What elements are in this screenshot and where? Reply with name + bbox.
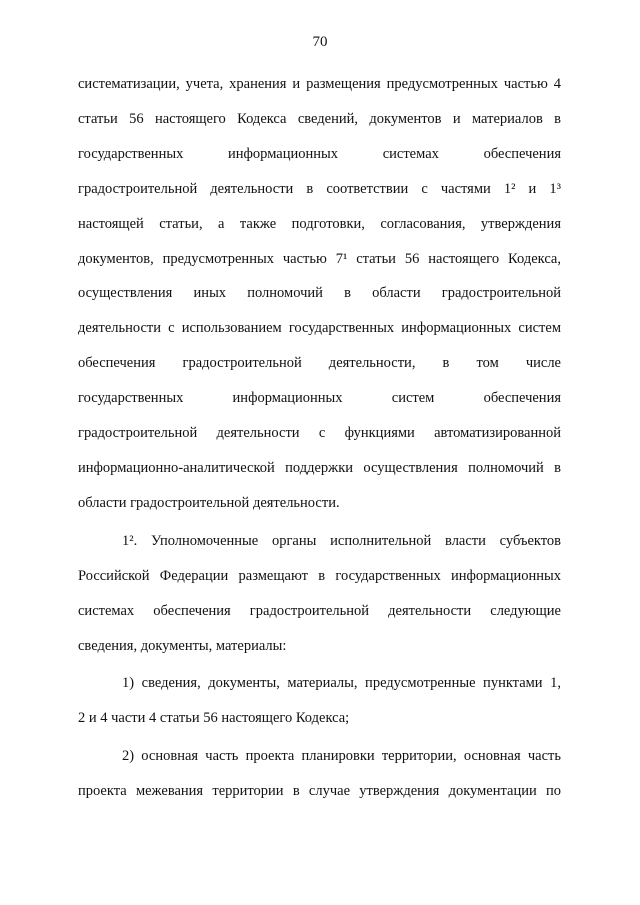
- text-line: государственных информационных систем обеспечения: [78, 390, 561, 407]
- text-line: систематизации, учета, хранения и размещения предусмотренных частью 4: [78, 76, 561, 92]
- text-line: 1². Уполномоченные органы исполнительной власти субъектов: [122, 532, 561, 549]
- text-line: системах обеспечения градостроительной деятельности следующие: [78, 602, 561, 619]
- list-item-2: [78, 739, 561, 809]
- text-line: информационно-аналитической поддержки осуществления полномочий в: [78, 459, 561, 476]
- text-line: статьи 56 настоящего Кодекса сведений, документов и материалов в: [78, 110, 561, 127]
- paragraph-2: [78, 524, 561, 664]
- document-body: [78, 67, 561, 809]
- text-line: градостроительной деятельности с функциями автоматизированной: [78, 425, 561, 442]
- text-line: осуществления иных полномочий в области градостроительной: [78, 285, 561, 302]
- text-line: Российской Федерации размещают в государственных информационных: [78, 567, 561, 584]
- text-line: настоящей статьи, а также подготовки, согласования, утверждения: [78, 215, 561, 232]
- text-line: сведения, документы, материалы:: [78, 637, 287, 654]
- text-line: проекта межевания территории в случае утверждения документации по: [78, 783, 561, 800]
- list-item-1: [78, 666, 561, 736]
- text-line: обеспечения градостроительной деятельности, в том числе: [78, 355, 561, 372]
- text-line: области градостроительной деятельности.: [78, 494, 340, 511]
- text-line: документов, предусмотренных частью 7¹ статьи 56 настоящего Кодекса,: [78, 250, 561, 267]
- text-line: градостроительной деятельности в соответствии с частями 1² и 1³: [78, 180, 561, 197]
- text-line: 2 и 4 части 4 статьи 56 настоящего Кодекса;: [78, 710, 350, 727]
- page-number: 70: [312, 34, 328, 50]
- text-line: деятельности с использованием государственных информационных систем: [78, 320, 561, 337]
- paragraph-1: [78, 67, 561, 521]
- text-line: государственных информационных системах обеспечения: [78, 145, 561, 162]
- text-line: 1) сведения, документы, материалы, предусмотренные пунктами 1,: [122, 675, 561, 692]
- text-line: 2) основная часть проекта планировки территории, основная часть: [122, 748, 561, 765]
